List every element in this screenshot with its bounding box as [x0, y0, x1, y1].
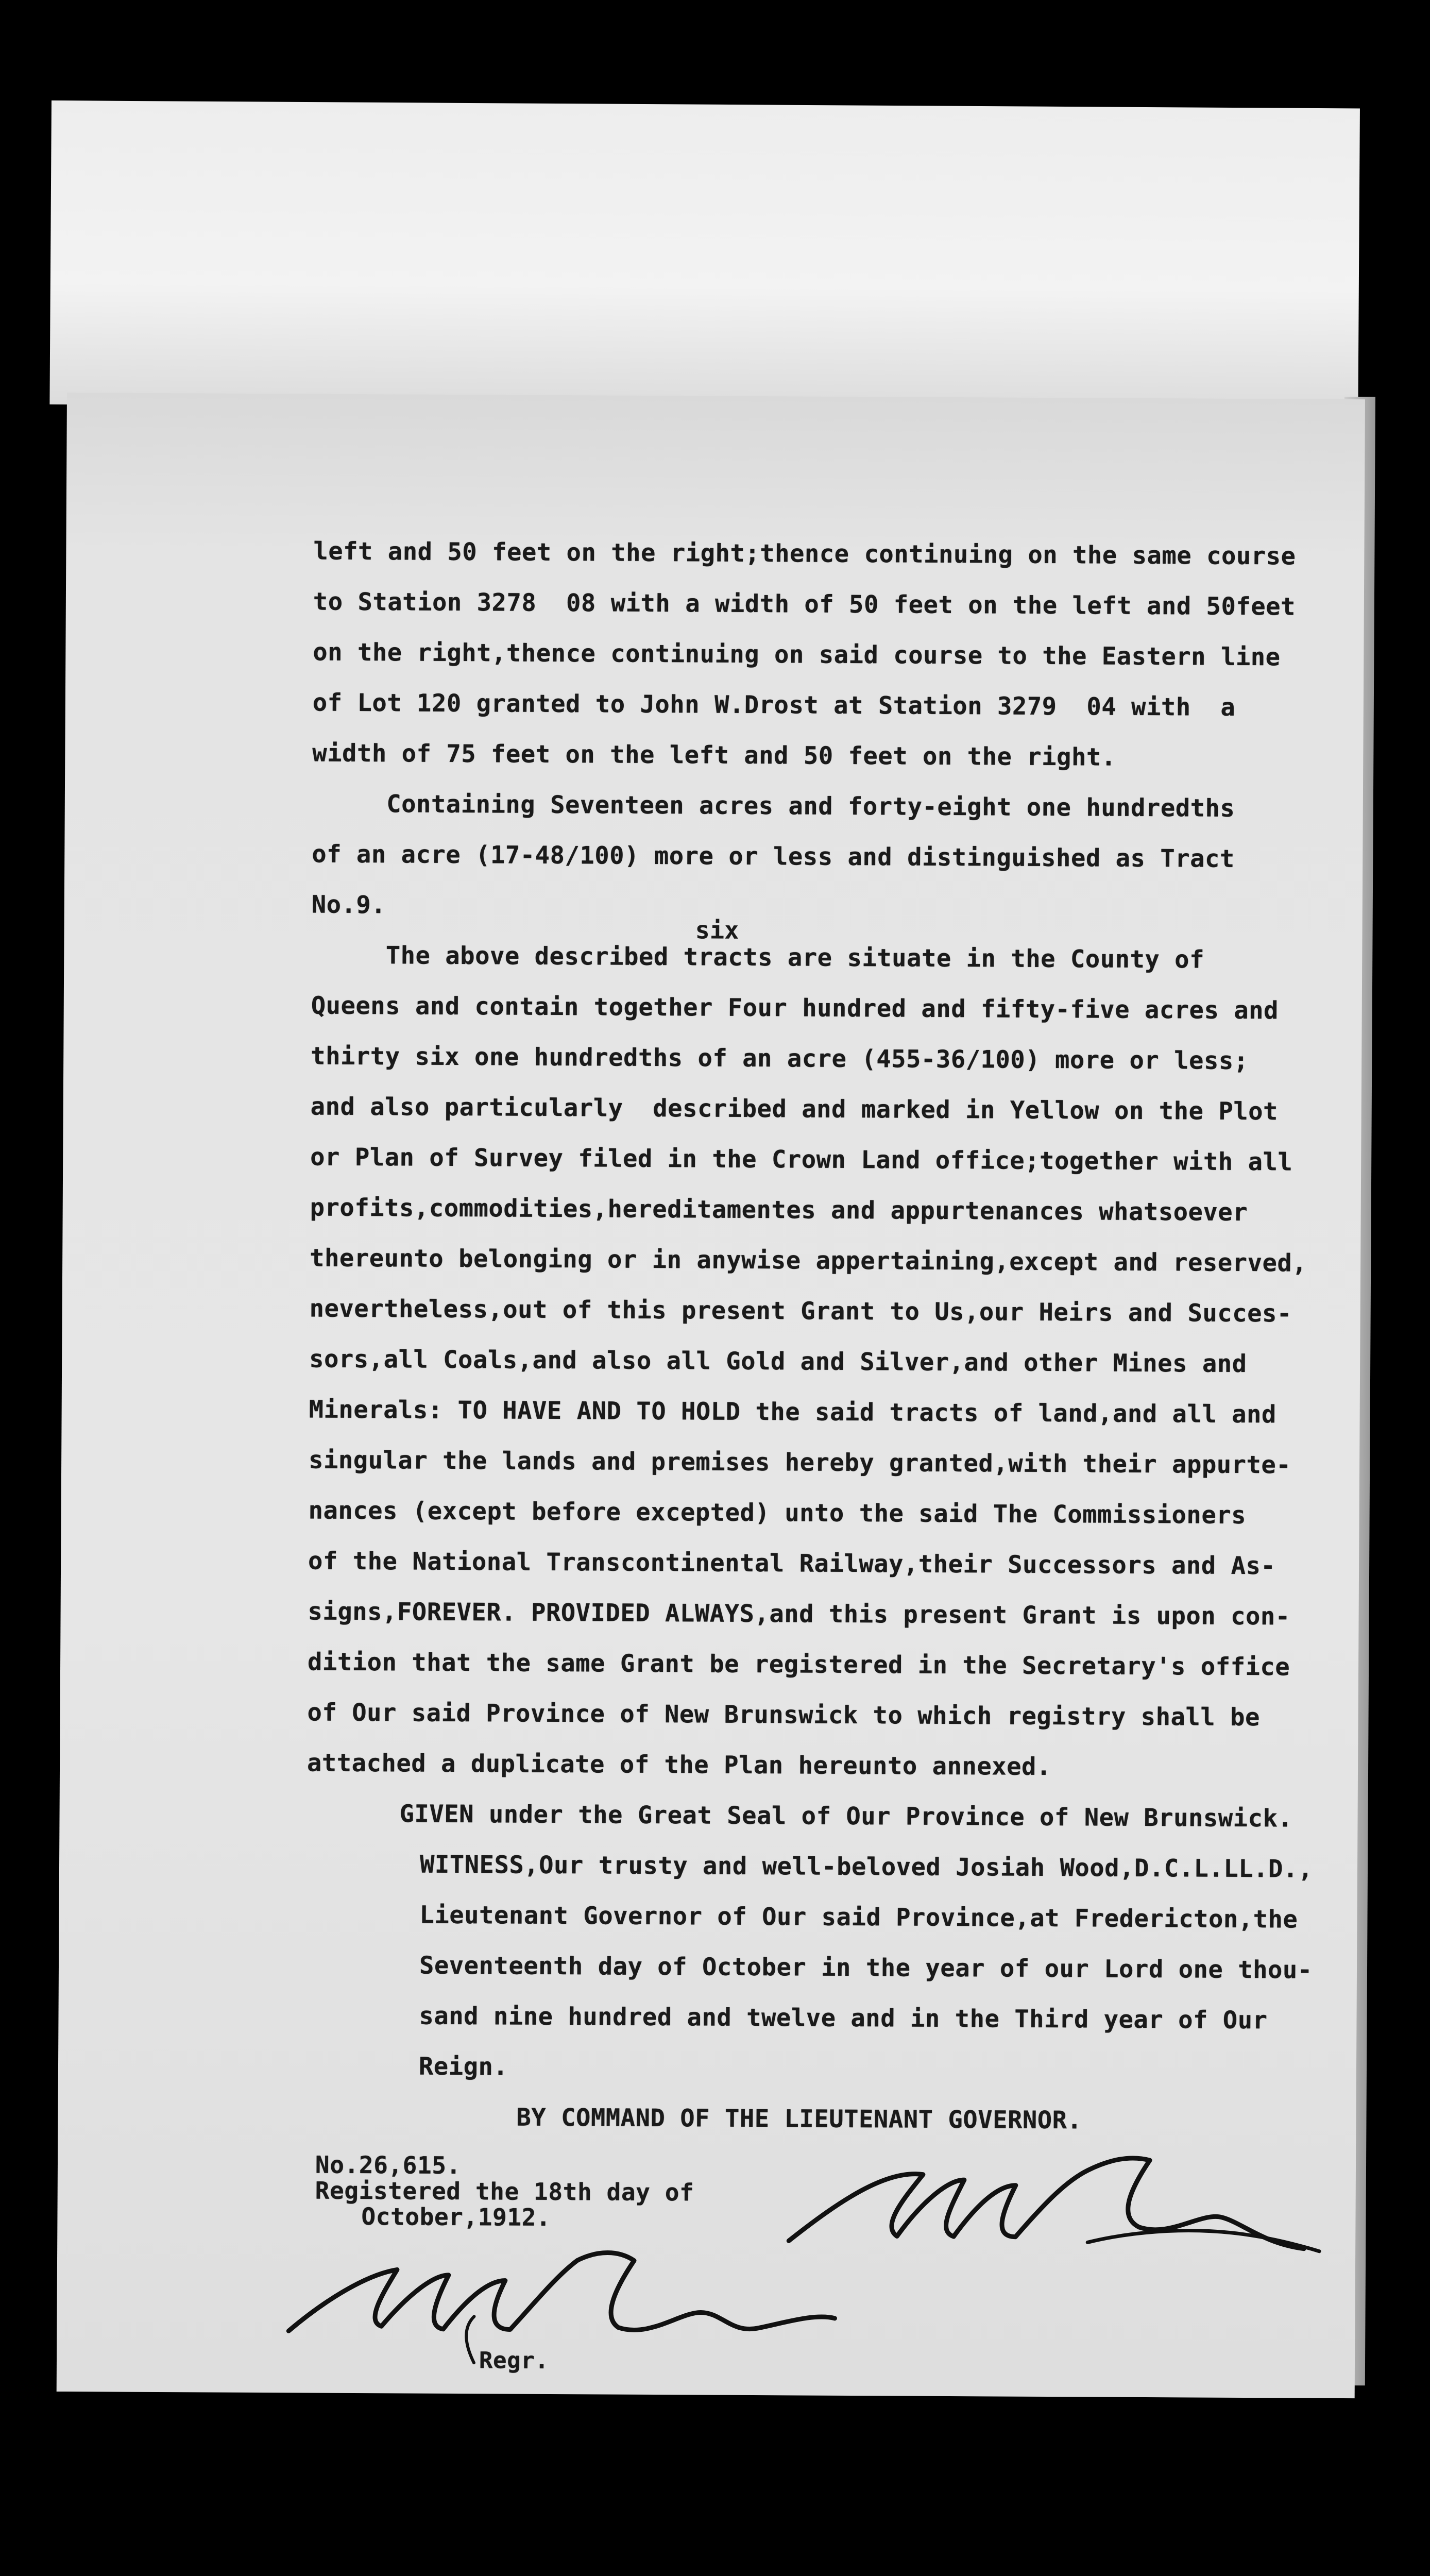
registrar-label: Regr.: [479, 2347, 549, 2374]
body-line: singular the lands and premises hereby granted,with their appurte-: [309, 1446, 1291, 1480]
witness-line: WITNESS,Our trusty and well-beloved Josiah Wood,D.C.L.LL.D.,: [419, 1850, 1313, 1884]
body-line: signs,FOREVER. PROVIDED ALWAYS,and this present Grant is upon con-: [308, 1597, 1290, 1631]
registrar-signature: [278, 2238, 845, 2375]
body-line: thereunto belonging or in anywise appertaining,except and reserved,: [310, 1244, 1307, 1278]
body-line: profits,commodities,hereditamentes and appurtenances whatsoever: [310, 1193, 1248, 1227]
registration-line: Registered the 18th day of: [315, 2176, 694, 2207]
body-line: of Lot 120 granted to John W.Drost at Station 3279 04 with a: [312, 688, 1236, 722]
witness-line: Lieutenant Governor of Our said Province,at Fredericton,the: [419, 1901, 1298, 1934]
witness-line: sand nine hundred and twelve and in the Third year of Our: [419, 2002, 1268, 2035]
lieutenant-governor-signature: [768, 2138, 1335, 2275]
body-line: Queens and contain together Four hundred and fifty-five acres and: [311, 991, 1279, 1025]
body-line: thirty six one hundredths of an acre (455-36/100) more or less;: [311, 1042, 1249, 1076]
handwritten-insert: six: [695, 916, 739, 945]
body-line: and also particularly described and marked in Yellow on the Plot: [310, 1092, 1279, 1126]
body-line: of Our said Province of New Brunswick to which registry shall be: [307, 1698, 1261, 1732]
body-line: The above described tracts are situate in the County of: [311, 941, 1205, 974]
body-line: to Station 3278 08 with a width of 50 feet on the left and 50feet: [313, 587, 1296, 621]
body-line: Containing Seventeen acres and forty-eight one hundredths: [312, 789, 1235, 823]
registration-number: No.26,615.: [315, 2150, 462, 2180]
folded-page-flap: [49, 100, 1360, 413]
body-line: attached a duplicate of the Plan hereunto annexed.: [307, 1749, 1052, 1782]
body-line: width of 75 feet on the left and 50 feet on the right.: [312, 739, 1116, 772]
registration-line: October,1912.: [361, 2202, 551, 2231]
body-line: of the National Transcontinental Railway,their Successors and As-: [308, 1547, 1276, 1581]
bleed-through-text: [299, 133, 1308, 139]
body-line: or Plan of Survey filed in the Crown Land office;together with all: [310, 1143, 1293, 1177]
body-line: dition that the same Grant be registered in the Secretary's office: [307, 1648, 1290, 1682]
given-line: GIVEN under the Great Seal of Our Province of New Brunswick.: [399, 1800, 1293, 1833]
body-line: Minerals: TO HAVE AND TO HOLD the said tracts of land,and all and: [309, 1395, 1277, 1429]
body-line: No.9.: [311, 890, 386, 920]
body-line: left and 50 feet on the right;thence continuing on the same course: [313, 537, 1296, 571]
command-line: BY COMMAND OF THE LIEUTENANT GOVERNOR.: [516, 2103, 1082, 2135]
witness-line: Seventeenth day of October in the year of our Lord one thou-: [419, 1951, 1313, 1985]
body-line: of an acre (17-48/100) more or less and distinguished as Tract: [312, 840, 1235, 873]
document-page: [57, 393, 1365, 2398]
body-line: on the right,thence continuing on said course to the Eastern line: [313, 638, 1281, 672]
body-line: nevertheless,out of this present Grant to Us,our Heirs and Succes-: [309, 1294, 1292, 1328]
body-line: sors,all Coals,and also all Gold and Silver,and other Mines and: [309, 1345, 1247, 1379]
witness-line: Reign.: [418, 2052, 508, 2081]
body-line: nances (except before excepted) unto the said The Commissioners: [308, 1496, 1247, 1530]
